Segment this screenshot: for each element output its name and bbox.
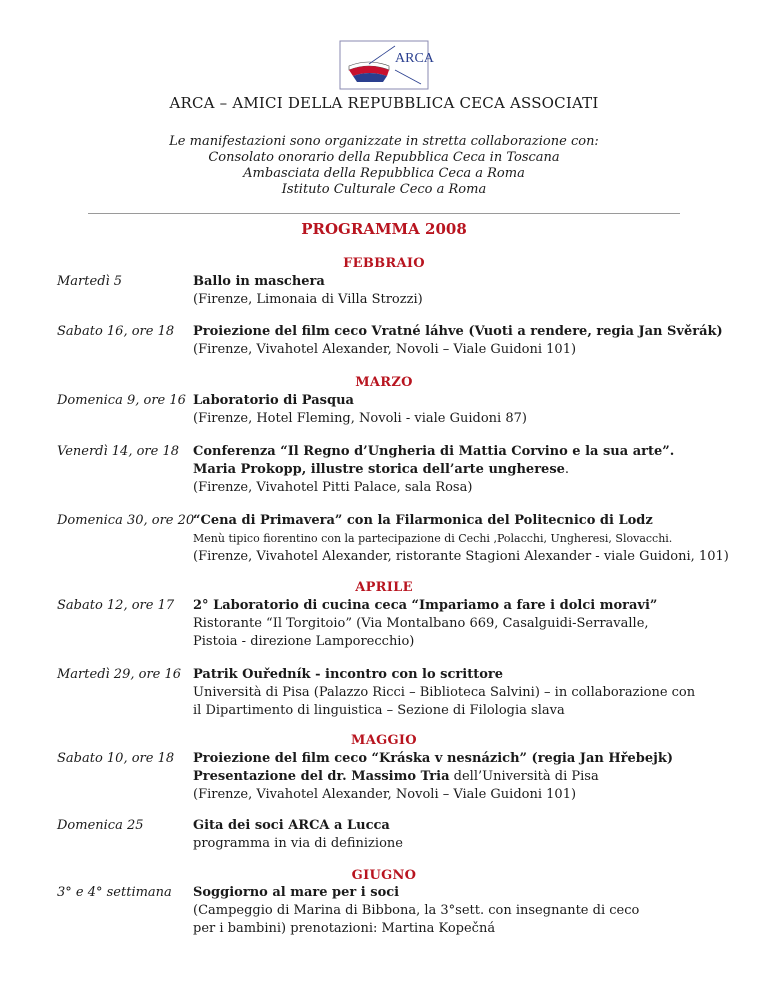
- event-title: Conferenza “Il Regno d’Ungheria di Mattia Corvino e la sua arte”.: [193, 444, 675, 459]
- event-details: [193, 884, 639, 938]
- event-location: il Dipartimento di linguistica – Sezione di Filologia slava: [193, 703, 565, 718]
- event-date: Domenica 30, ore 20: [57, 513, 195, 528]
- event-date: Domenica 25: [57, 818, 144, 833]
- event-speaker-name: Presentazione del dr. Massimo Tria: [193, 769, 450, 784]
- event-date: Domenica 9, ore 16: [57, 393, 186, 408]
- event-date: Sabato 16, ore 18: [57, 324, 175, 339]
- event-title: Proiezione del film ceco “Kráska v nesnázich” (regia Jan Hřebejk): [193, 751, 673, 766]
- intro-line: Ambasciata della Repubblica Ceca a Roma: [243, 166, 525, 181]
- event-details: [193, 512, 729, 566]
- event-location: Ristorante “Il Torgitoio” (Via Montalbano 669, Casalguidi-Serravalle,: [193, 616, 649, 631]
- month-heading-febbraio: FEBBRAIO: [343, 256, 425, 271]
- event-date: Sabato 12, ore 17: [57, 598, 175, 613]
- event-details: [193, 750, 673, 804]
- event-location: Pistoia - direzione Lamporecchio): [193, 634, 415, 649]
- organization-title: ARCA – AMICI DELLA REPUBBLICA CECA ASSOCIATI: [169, 94, 599, 112]
- event-speaker-name: Maria Prokopp, illustre storica dell’arte ungherese: [193, 462, 565, 477]
- divider: [88, 213, 680, 214]
- event-details: [193, 323, 723, 359]
- event-date: Sabato 10, ore 18: [57, 751, 175, 766]
- event-title: Patrik Ouředník - incontro con lo scrittore: [193, 667, 504, 682]
- programme-title: PROGRAMMA 2008: [301, 220, 467, 238]
- event-location: (Campeggio di Marina di Bibbona, la 3°sett. con insegnante di ceco: [193, 903, 640, 918]
- event-speaker-suffix: dell’Università di Pisa: [449, 769, 599, 784]
- event-date: Venerdì 14, ore 18: [57, 444, 179, 459]
- intro-line: Le manifestazioni sono organizzate in stretta collaborazione con:: [169, 134, 599, 149]
- arca-logo: [339, 40, 434, 90]
- event-speaker: [193, 768, 673, 786]
- event-location: per i bambini) prenotazioni: Martina Kopečná: [193, 921, 496, 936]
- event-details: [193, 817, 403, 853]
- event-note: Menù tipico fiorentino con la partecipazione di Cechi ,Polacchi, Ungheresi, Slovacchi.: [193, 532, 673, 545]
- intro-text: [0, 134, 768, 198]
- event-details: [193, 273, 423, 309]
- event-title: Laboratorio di Pasqua: [193, 393, 354, 408]
- event-location: programma in via di definizione: [193, 836, 403, 851]
- event-location: (Firenze, Limonaia di Villa Strozzi): [193, 292, 423, 307]
- month-heading-aprile: APRILE: [355, 580, 413, 595]
- event-details: [193, 392, 527, 428]
- month-heading-maggio: MAGGIO: [351, 733, 417, 748]
- event-location: Università di Pisa (Palazzo Ricci – Biblioteca Salvini) – in collaborazione con: [193, 685, 696, 700]
- event-details: [193, 597, 657, 651]
- event-location: (Firenze, Vivahotel Pitti Palace, sala Rosa): [193, 480, 473, 495]
- event-date: Martedì 5: [57, 274, 123, 289]
- event-location: (Firenze, Hotel Fleming, Novoli - viale Guidoni 87): [193, 411, 527, 426]
- logo-text: ARCA: [395, 51, 434, 66]
- month-heading-giugno: GIUGNO: [351, 868, 417, 883]
- event-details: [193, 443, 674, 497]
- event-title: Gita dei soci ARCA a Lucca: [193, 818, 390, 833]
- intro-line: Consolato onorario della Repubblica Ceca in Toscana: [208, 150, 560, 165]
- event-location: (Firenze, Vivahotel Alexander, Novoli – Viale Guidoni 101): [193, 342, 577, 357]
- event-title: Ballo in maschera: [193, 274, 325, 289]
- event-title: “Cena di Primavera” con la Filarmonica del Politecnico di Lodz: [193, 513, 653, 528]
- intro-line: Istituto Culturale Ceco a Roma: [281, 182, 487, 197]
- event-date: 3° e 4° settimana: [57, 885, 172, 900]
- event-location: (Firenze, Vivahotel Alexander, ristorante Stagioni Alexander - viale Guidoni, 101): [193, 549, 729, 564]
- event-title: Soggiorno al mare per i soci: [193, 885, 400, 900]
- event-title: Proiezione del film ceco Vratné láhve (Vuoti a rendere, regia Jan Svěrák): [193, 324, 723, 339]
- month-heading-marzo: MARZO: [355, 375, 413, 390]
- event-speaker-suffix: .: [564, 462, 570, 477]
- event-location: (Firenze, Vivahotel Alexander, Novoli – Viale Guidoni 101): [193, 787, 577, 802]
- event-title: 2° Laboratorio di cucina ceca “Impariamo a fare i dolci moravi”: [193, 598, 658, 613]
- event-details: [193, 666, 695, 720]
- event-speaker: [193, 461, 674, 479]
- event-date: Martedì 29, ore 16: [57, 667, 182, 682]
- arca-logo-graphic: [339, 40, 434, 90]
